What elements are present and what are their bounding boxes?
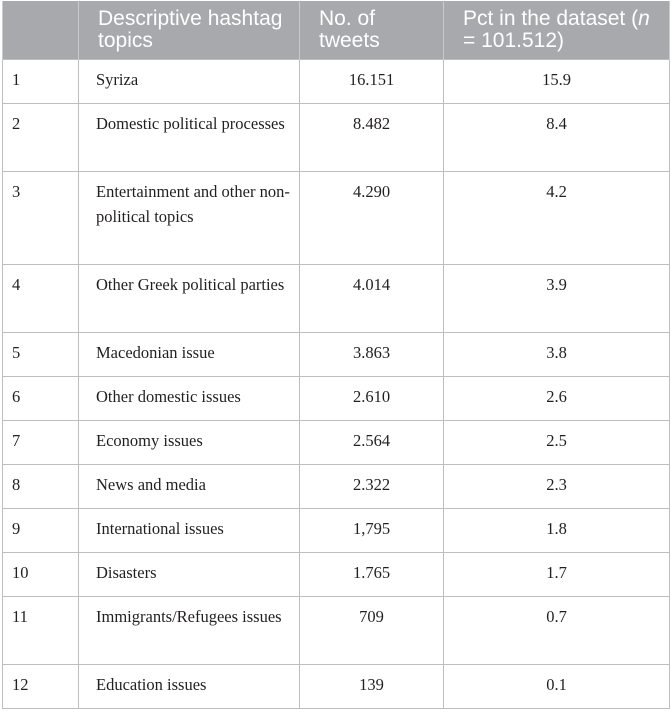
header-topics: Descriptive hashtag topics xyxy=(79,1,300,59)
row-topic: International issues xyxy=(79,508,300,552)
row-topic: Other Greek political parties xyxy=(79,264,300,332)
row-number: 7 xyxy=(3,420,79,464)
row-tweets: 3.863 xyxy=(300,332,444,376)
row-number: 9 xyxy=(3,508,79,552)
row-number: 3 xyxy=(3,171,79,264)
row-tweets: 139 xyxy=(300,664,444,708)
row-pct: 1.8 xyxy=(444,508,670,552)
row-topic: Education issues xyxy=(79,664,300,708)
row-tweets: 709 xyxy=(300,596,444,664)
row-number: 11 xyxy=(3,596,79,664)
table-row xyxy=(3,171,670,264)
hashtag-topics-table xyxy=(2,1,670,709)
header-rank xyxy=(3,1,79,59)
table-row xyxy=(3,420,670,464)
row-topic: Entertainment and other non-political topics xyxy=(79,171,300,264)
row-pct: 8.4 xyxy=(444,103,670,171)
row-number: 8 xyxy=(3,464,79,508)
row-pct: 0.1 xyxy=(444,664,670,708)
header-pct-n: n xyxy=(638,7,650,30)
row-pct: 2.5 xyxy=(444,420,670,464)
header-tweets: No. of tweets xyxy=(300,1,444,59)
row-tweets: 1,795 xyxy=(300,508,444,552)
table-row xyxy=(3,264,670,332)
row-number: 12 xyxy=(3,664,79,708)
row-pct: 4.2 xyxy=(444,171,670,264)
row-tweets: 1.765 xyxy=(300,552,444,596)
table-body xyxy=(3,59,670,708)
row-number: 10 xyxy=(3,552,79,596)
row-tweets: 16.151 xyxy=(300,59,444,103)
row-tweets: 4.014 xyxy=(300,264,444,332)
table-row xyxy=(3,508,670,552)
row-pct: 2.3 xyxy=(444,464,670,508)
row-pct: 3.9 xyxy=(444,264,670,332)
row-tweets: 2.322 xyxy=(300,464,444,508)
row-tweets: 4.290 xyxy=(300,171,444,264)
row-tweets: 8.482 xyxy=(300,103,444,171)
header-pct xyxy=(444,1,670,59)
row-pct: 3.8 xyxy=(444,332,670,376)
table-row xyxy=(3,464,670,508)
row-number: 1 xyxy=(3,59,79,103)
row-tweets: 2.610 xyxy=(300,376,444,420)
row-number: 6 xyxy=(3,376,79,420)
row-topic: Macedonian issue xyxy=(79,332,300,376)
row-tweets: 2.564 xyxy=(300,420,444,464)
header-pct-suffix: = 101.512) xyxy=(463,29,565,52)
row-topic: Other domestic issues xyxy=(79,376,300,420)
row-topic: Immigrants/Refugees issues xyxy=(79,596,300,664)
row-number: 2 xyxy=(3,103,79,171)
table-row xyxy=(3,596,670,664)
table-header xyxy=(3,1,670,59)
table-row xyxy=(3,103,670,171)
row-topic: Domestic political processes xyxy=(79,103,300,171)
row-topic: Disasters xyxy=(79,552,300,596)
table-row xyxy=(3,376,670,420)
header-pct-prefix: Pct in the dataset ( xyxy=(463,7,639,30)
row-pct: 0.7 xyxy=(444,596,670,664)
table-row xyxy=(3,332,670,376)
row-pct: 1.7 xyxy=(444,552,670,596)
row-topic: Syriza xyxy=(79,59,300,103)
row-number: 5 xyxy=(3,332,79,376)
table-row xyxy=(3,552,670,596)
row-topic: News and media xyxy=(79,464,300,508)
row-topic: Economy issues xyxy=(79,420,300,464)
row-pct: 2.6 xyxy=(444,376,670,420)
table-row xyxy=(3,59,670,103)
row-pct: 15.9 xyxy=(444,59,670,103)
table-row xyxy=(3,664,670,708)
row-number: 4 xyxy=(3,264,79,332)
